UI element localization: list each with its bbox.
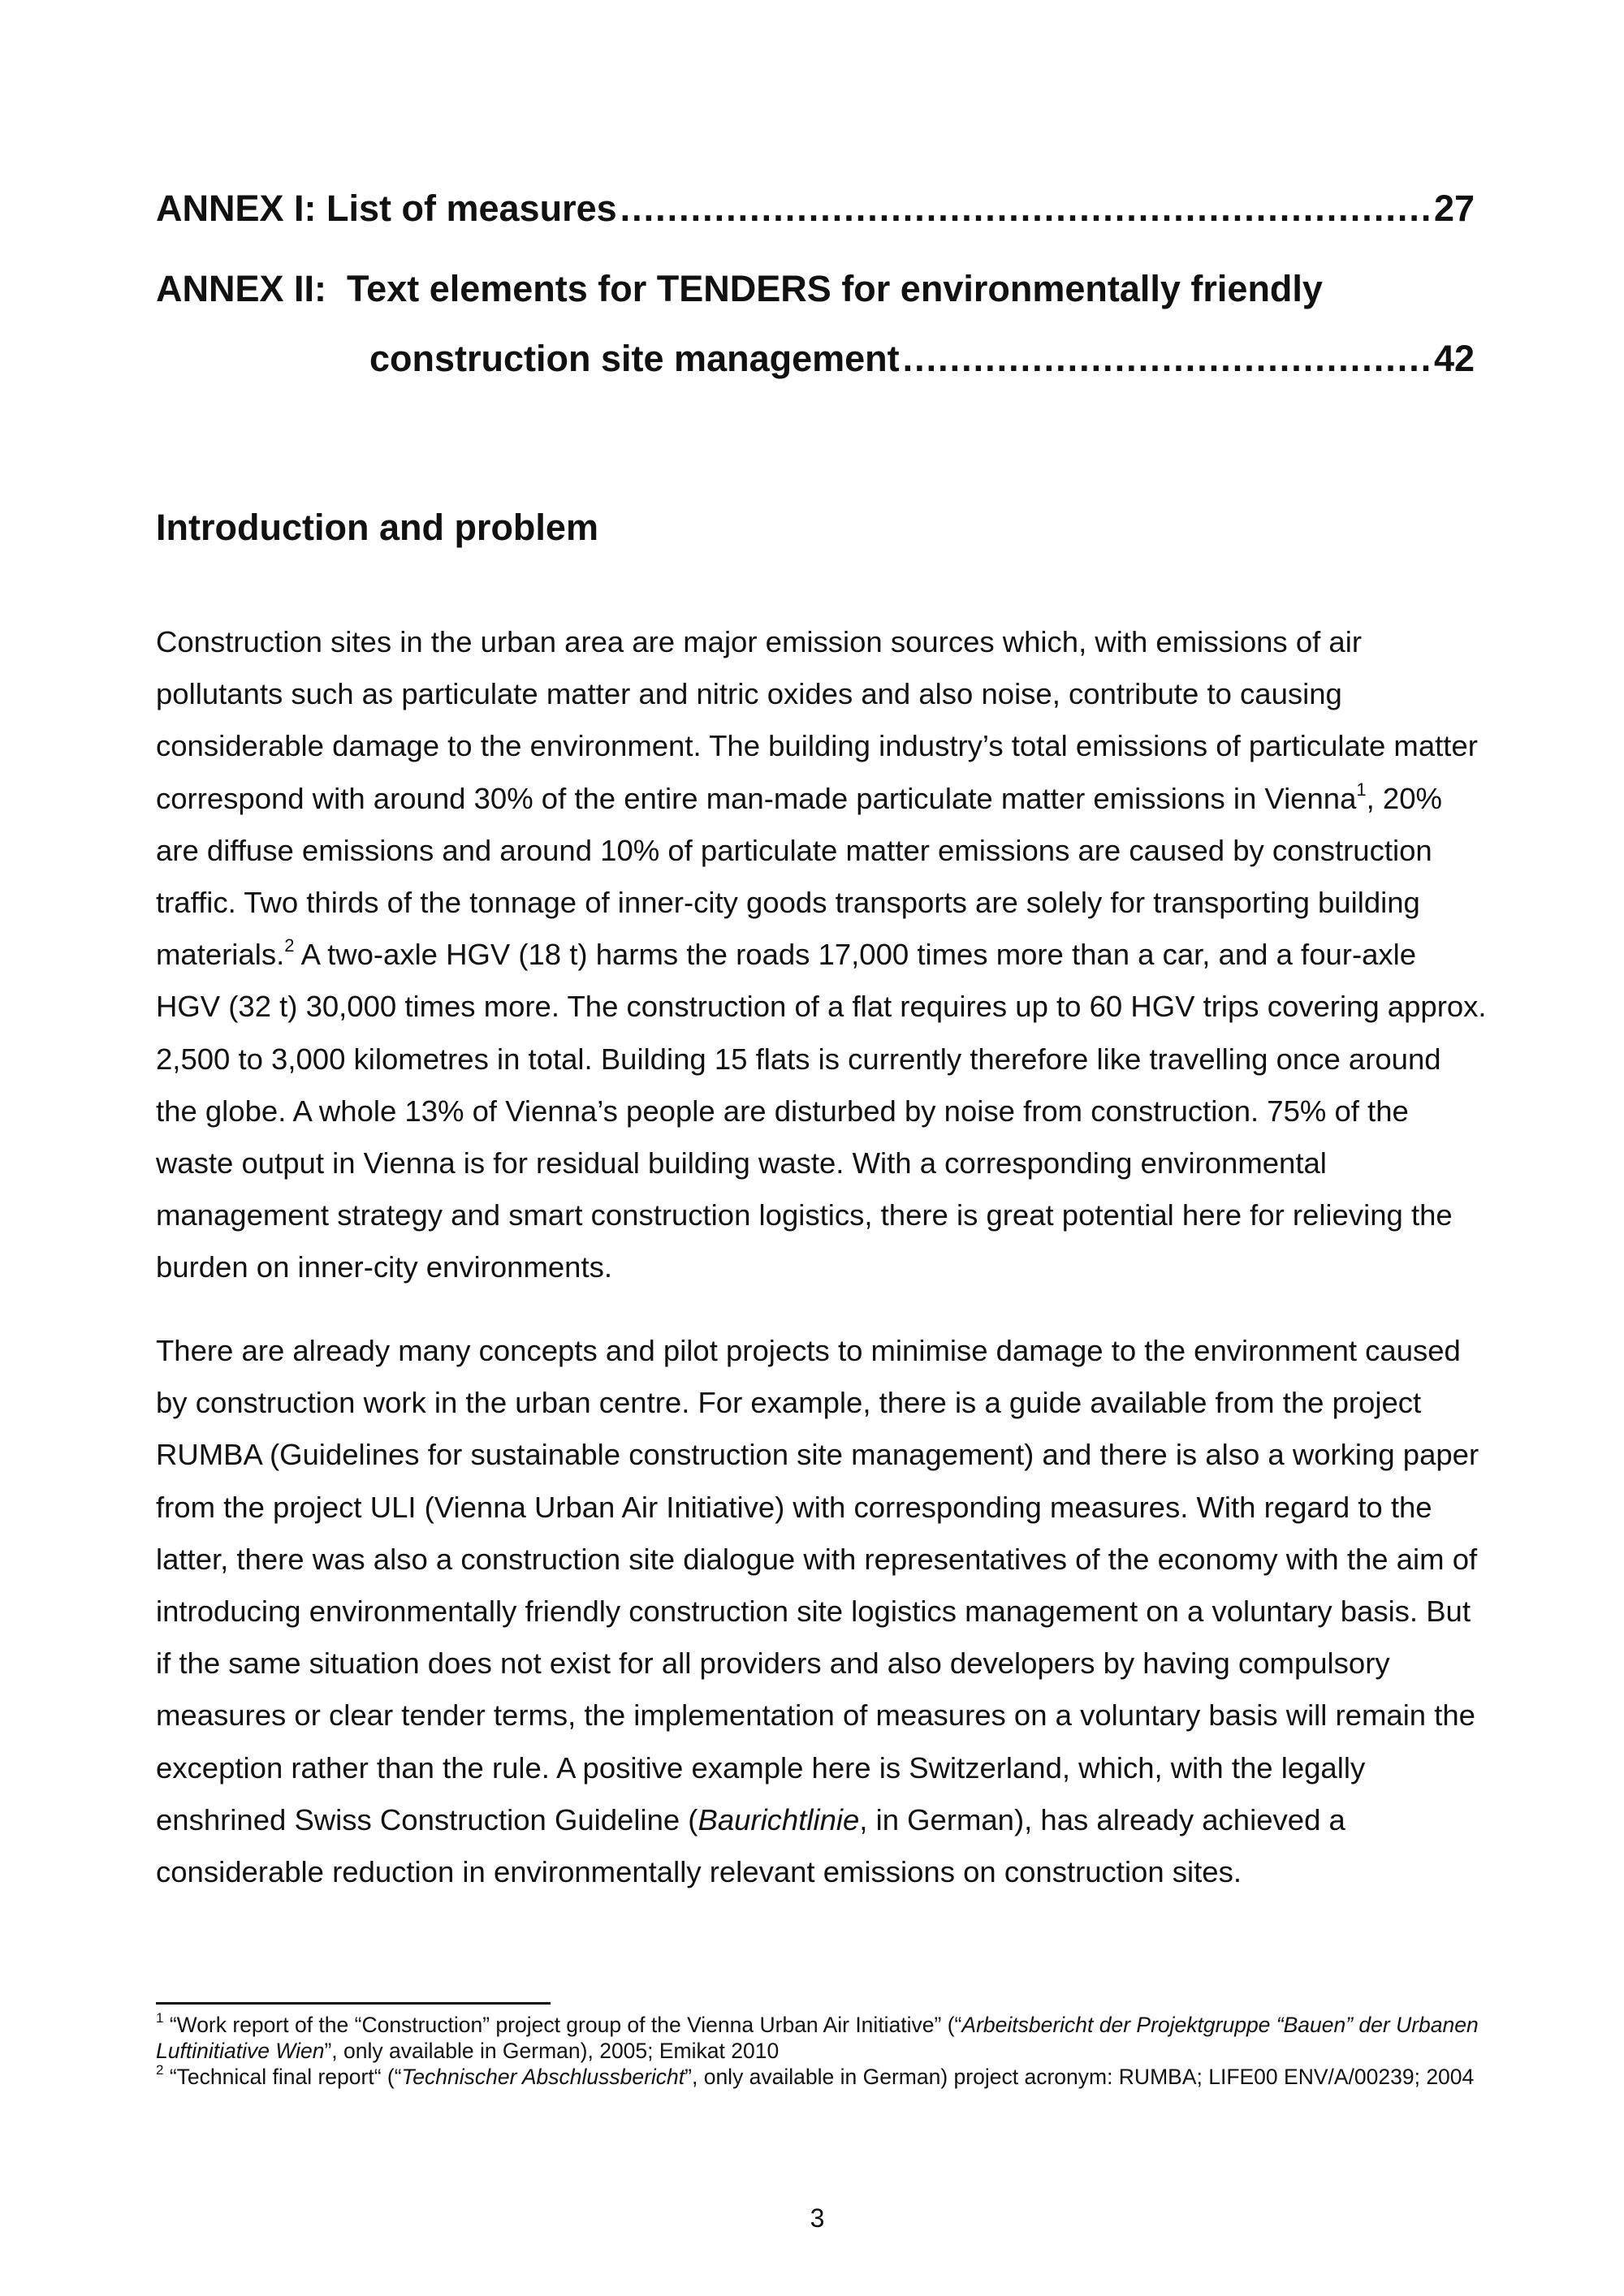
paragraph-2: [156, 1325, 1488, 1898]
toc-entry-title-continued: construction site management: [369, 338, 900, 379]
section-heading: Introduction and problem: [156, 507, 598, 548]
footnote-reference-1[interactable]: 1: [1356, 779, 1367, 800]
footnote-mark: 2: [156, 2062, 164, 2078]
footnote-text: ”, only available in German), 2005; Emikat 2010: [324, 2039, 780, 2063]
footnotes: [156, 2012, 1488, 2090]
footnote-reference-2[interactable]: 2: [284, 935, 295, 956]
paragraph-1-text-b: , 20% are diffuse emissions and around 10% of particulate matter emissions are caused by construction traffic. Two thirds of the tonnage of inner-city goods transports are solely for transporting building materials.: [156, 781, 1442, 972]
paragraph-1-text-c: A two-axle HGV (18 t) harms the roads 17,000 times more than a car, and a four-axle HGV (32 t) 30,000 times more. The construction of a flat requires up to 60 HGV trips covering approx. 2,500 to 3,000 kilometres in total. Building 15 flats is currently therefore like travelling once around the globe. A whole 13% of Vienna’s people are disturbed by noise from construction. 75% of the waste output in Vienna is for residual building waste. With a corresponding environmental management strategy and smart construction logistics, there is great potential here for relieving the burden on inner-city environments.: [156, 938, 1487, 1284]
toc-entry-title: ANNEX I: List of measures: [156, 188, 617, 229]
toc-page-number: 42: [1433, 338, 1475, 379]
toc-entry-annex-1[interactable]: [156, 184, 1475, 233]
toc-entry-annex-2-line-2[interactable]: [369, 334, 1475, 383]
paragraph-1-text-a: Construction sites in the urban area are major emission sources which, with emissions of air pollutants such as particulate matter and nitric oxides and also noise, contribute to causing considerable damage to the environment. The building industry’s total emissions of particulate matter correspond with around 30% of the entire man-made particulate matter emissions in Vienna: [156, 625, 1478, 815]
toc-entry-title: ANNEX II: Text elements for TENDERS for environmentally friendly: [156, 268, 1323, 309]
page-number: 3: [810, 2203, 825, 2233]
footnote-1: [156, 2012, 1488, 2064]
toc-leader-dots: [620, 184, 1431, 233]
toc-leader-dots: [903, 334, 1431, 383]
footnote-2: [156, 2064, 1488, 2090]
footnote-mark: 1: [156, 2010, 164, 2026]
toc-entry-annex-2-line-1[interactable]: [156, 265, 1475, 313]
paragraph-2-text-b: , in German), has already achieved a considerable reduction in environmentally relevant emissions on construction sites.: [156, 1802, 1345, 1889]
footnote-separator: [156, 2002, 551, 2005]
footnote-italic: Arbeitsbericht der Projektgruppe “Bauen” der Urbanen Luftinitiative Wien: [156, 2013, 1479, 2063]
toc-page-number: 27: [1433, 188, 1475, 229]
footnote-text: “Work report of the “Construction” project group of the Vienna Urban Air Initiative” (“: [163, 2013, 962, 2037]
paragraph-1: [156, 616, 1488, 1294]
footnote-text: “Technical final report“ (“: [163, 2065, 402, 2089]
footnote-text: ”, only available in German) project acronym: RUMBA; LIFE00 ENV/A/00239; 2004: [685, 2065, 1475, 2089]
paragraph-2-text-a: There are already many concepts and pilot projects to minimise damage to the environment caused by construction work in the urban centre. For example, there is a guide available from the project RUMBA (Guidelines for sustainable construction site management) and there is also a working paper from the project ULI (Vienna Urban Air Initiative) with corresponding measures. With regard to the latter, there was also a construction site dialogue with representatives of the economy with the aim of introducing environmentally friendly construction site logistics management on a voluntary basis. But if the same situation does not exist for all providers and also developers by having compulsory measures or clear tender terms, the implementation of measures on a voluntary basis will remain the exception rather than the rule. A positive example here is Switzerland, which, with the legally enshrined Swiss Construction Guideline (: [156, 1334, 1479, 1836]
paragraph-2-italic-term: Baurichtlinie: [698, 1802, 860, 1836]
footnote-italic: Technischer Abschlussbericht: [401, 2065, 685, 2089]
